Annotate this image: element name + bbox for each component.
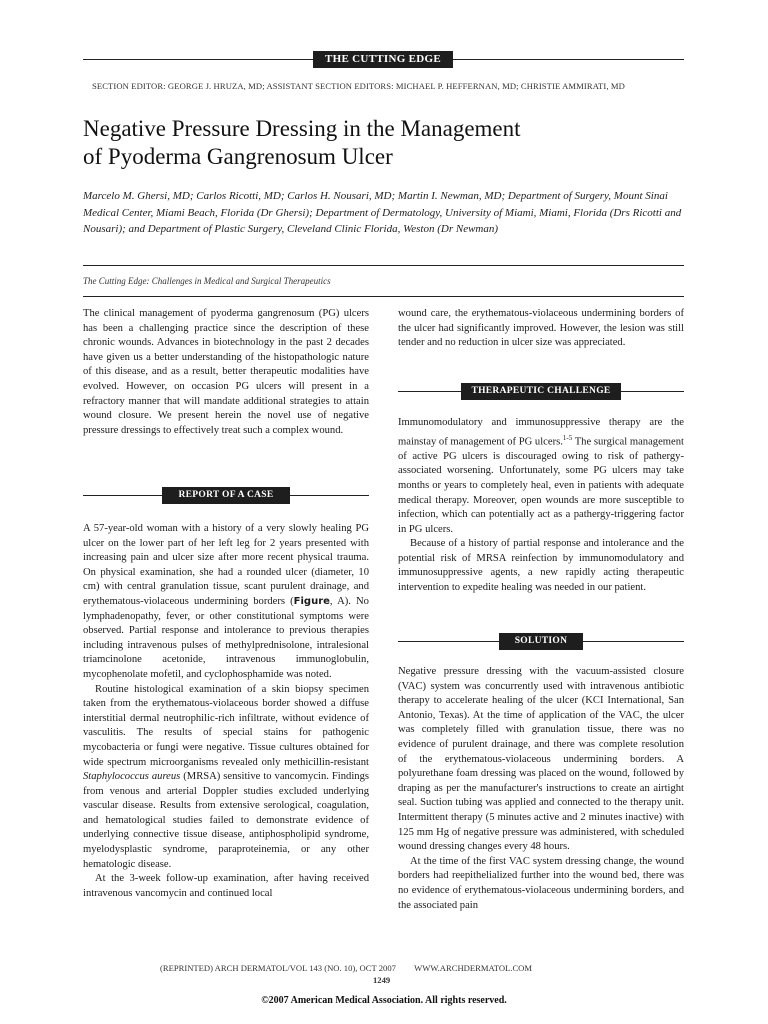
challenge-p1-text-a: Immunomodulatory and immunosuppressive therapy are the mainstay of management of PG ulcers. bbox=[398, 417, 684, 448]
copyright-notice: ©2007 American Medical Association. All rights reserved. bbox=[261, 995, 507, 1006]
challenge-heading-rule-left bbox=[398, 391, 461, 392]
footer-url: WWW.ARCHDERMATOL.COM bbox=[414, 963, 533, 973]
header-rule-left bbox=[83, 59, 313, 60]
case-paragraph-2 bbox=[83, 683, 369, 873]
reference-superscript: 1-5 bbox=[562, 433, 573, 442]
case-report-column bbox=[83, 522, 369, 901]
solution-column bbox=[398, 665, 684, 913]
footer-citation-line bbox=[160, 963, 560, 973]
series-title: The Cutting Edge: Challenges in Medical and Surgical Therapeutics bbox=[83, 276, 331, 286]
heading-solution: SOLUTION bbox=[499, 633, 583, 650]
challenge-paragraph-2: Because of a history of partial response and intolerance and the potential risk of MRSA reinfection by immunomodulatory and immunosuppressive agents, a new rapidly acting therapeutic intervention to expedite healing was needed in our patient. bbox=[398, 538, 684, 594]
figure-reference: Figure bbox=[293, 595, 330, 607]
case-paragraph-3: At the 3-week follow-up examination, after having received intravenous vancomycin and continued local bbox=[83, 873, 369, 899]
challenge-heading-rule-right bbox=[621, 391, 684, 392]
case-p1-text-b: , A). No lymphadenopathy, fever, or other constitutional symptoms were observed. Partial response and intolerance to previous therapies including intravenous pulses of methylprednisolone, intralesional triamcinolone acetonide, intravenous immunoglobulin, mycophenolate mofetil, and cyclophosphamide was noted. bbox=[83, 595, 369, 680]
challenge-column bbox=[398, 416, 684, 596]
intro-text: The clinical management of pyoderma gangrenosum (PG) ulcers has been a challenging practice since the description of these chronic wounds. Advances in biotechnology in the past 2 decades have given us a better understanding of the histopathologic nature of this disease, and as a result, better therapeutic modalities have evolved. However, on occasion PG ulcers will present in a refractory manner that will mandate additional strategies to attain wound closure. We present herein the novel use of negative pressure dressings to effectively treat such a complex wound. bbox=[83, 308, 369, 436]
case-heading-rule-left bbox=[83, 495, 162, 496]
article-title-line-2: of Pyoderma Gangrenosum Ulcer bbox=[83, 144, 393, 169]
article-title-line-1: Negative Pressure Dressing in the Management bbox=[83, 116, 521, 141]
intro-paragraph bbox=[83, 307, 369, 438]
case-report-continued bbox=[398, 307, 684, 351]
case-p2-text-a: Routine histological examination of a skin biopsy specimen taken from the erythematous-violaceous border showed a diffuse interstitial dermal neutrophilic-rich infiltrate, without evidence of vasculitis. The results of special stains for pathogenic mycobacteria or fungi were negative. Tissue cultures obtained for wide spectrum microorganisms revealed only methicillin-resistant bbox=[83, 683, 369, 768]
case-paragraph-1 bbox=[83, 522, 369, 683]
challenge-paragraph-1 bbox=[398, 416, 684, 537]
page-number: 1249 bbox=[373, 975, 391, 985]
case-p1-text-a: A 57-year-old woman with a history of a very slowly healing PG ulcer on the lower part of her left leg for 2 years presented with increasing pain and ulcer size after more recent physical trauma. On physical examination, she had a rounded ulcer (diameter, 10 cm) with central granulation tissue, scant purulent drainage, and erythematous-violaceous undermining borders ( bbox=[83, 523, 369, 607]
solution-paragraph-1: Negative pressure dressing with the vacuum-assisted closure (VAC) system was concurrently used with intravenous antibiotic therapy to accelerate healing of the ulcer (KCI International, San Antonio, Texas). At the time of application of the VAC, the ulcer was completely filled with granulation tissue, there was no evidence of purulent drainage, and there was complete resolution of the erythematous-violaceous undermining borders. A polyurethane foam dressing was placed on the wound, followed by draping as per the manufacturer's instructions to create an airtight seal. Suction tubing was applied and connected to the therapy unit. Intermittent therapy (5 minutes active and 2 minutes inactive) with 125 mm Hg of negative pressure was administered, with scheduled wound dressing changes every 48 hours. bbox=[398, 666, 684, 853]
solution-paragraph-2: At the time of the first VAC system dressing change, the wound borders had reepithelialized further into the wound bed, there was no evidence of erythematous-violaceous undermining borders, and the associated pain bbox=[398, 855, 684, 911]
case-paragraph-3-continued: wound care, the erythematous-violaceous undermining borders of the ulcer had significantly improved. However, the lesion was still tender and no reduction in ulcer size was appreciated. bbox=[398, 308, 684, 349]
article-title bbox=[83, 115, 683, 171]
series-rule-bottom bbox=[83, 296, 684, 297]
heading-report-of-a-case: REPORT OF A CASE bbox=[162, 487, 290, 504]
heading-therapeutic-challenge: THERAPEUTIC CHALLENGE bbox=[461, 383, 621, 400]
header-rule-right bbox=[453, 59, 684, 60]
section-editors: SECTION EDITOR: GEORGE J. HRUZA, MD; ASSISTANT SECTION EDITORS: MICHAEL P. HEFFERNAN, MD; CHRISTIE AMMIRATI, MD bbox=[92, 81, 625, 91]
case-p2-text-b: (MRSA) sensitive to vancomycin. Findings from venous and arterial Doppler studies excluded underlying vascular disease. Results from extensive serological, coagulation, and hematological studies failed to demonstrate evidence of underlying connective tissue disease, antiphospholipid syndrome, myelodysplastic syndrome, paraproteinemia, or any other hematologic disease. bbox=[83, 771, 369, 870]
organism-name: Staphylococcus aureus bbox=[83, 771, 181, 783]
challenge-p1-text-b: The surgical management of active PG ulcers is discouraged owing to risk of pathergy-associated worsening. Unfortunately, some PG ulcers may take months or years to completely heal, even in patients with adequate medical therapy. Moreover, open wounds are more susceptible to infection, which can potentially act as a pathergy-triggering factor in PG ulcers. bbox=[398, 436, 684, 535]
series-rule-top bbox=[83, 265, 684, 266]
solution-heading-rule-right bbox=[583, 641, 684, 642]
case-heading-rule-right bbox=[290, 495, 369, 496]
solution-heading-rule-left bbox=[398, 641, 499, 642]
section-banner: THE CUTTING EDGE bbox=[313, 51, 453, 68]
footer-citation: (REPRINTED) ARCH DERMATOL/VOL 143 (NO. 10), OCT 2007 bbox=[160, 963, 396, 973]
author-affiliations: Marcelo M. Ghersi, MD; Carlos Ricotti, MD; Carlos H. Nousari, MD; Martin I. Newman, MD; Department of Surgery, Mount Sinai Medical Center, Miami Beach, Florida (Dr Ghersi); Department of Dermatology, University of Miami, Miami, Florida (Drs Ricotti and Nousari); and Department of Plastic Surgery, Cleveland Clinic Florida, Weston (Dr Newman) bbox=[83, 190, 682, 235]
